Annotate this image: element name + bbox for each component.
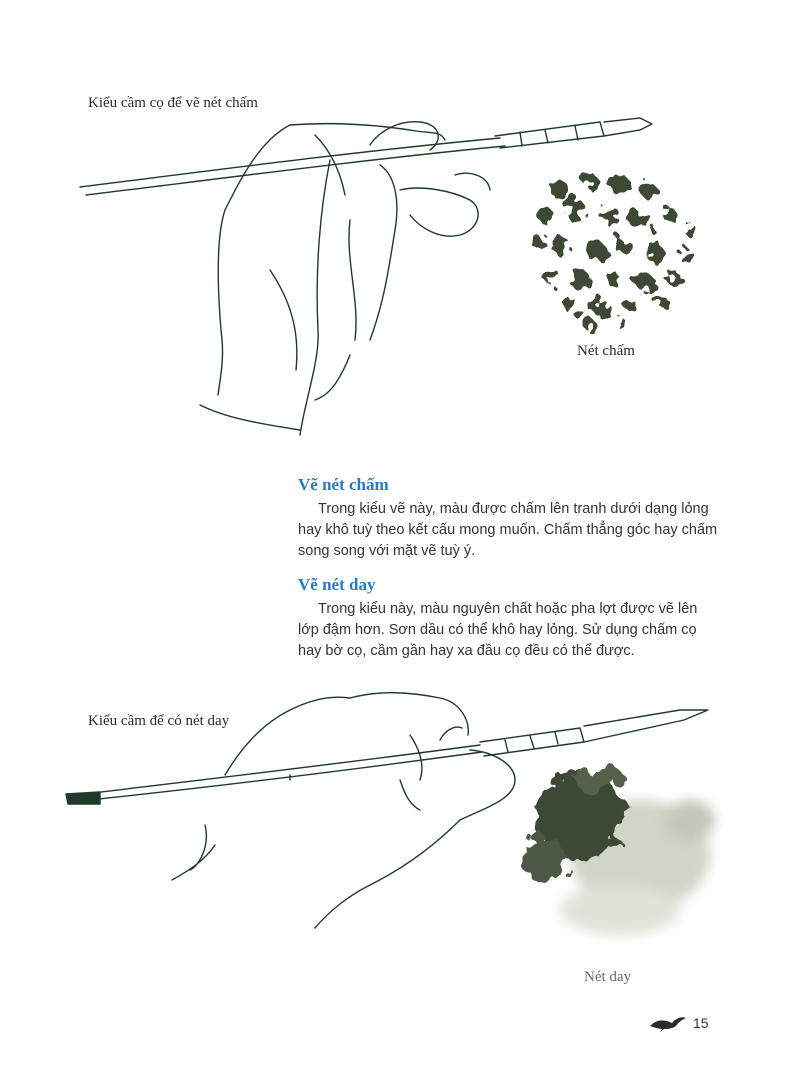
rub-stroke-swatch (525, 765, 715, 935)
paragraph-dot-technique: Trong kiểu vẽ này, màu được chấm lên tranh dưới dạng lỏng hay khô tuỳ theo kết cấu mong muốn. Chấm thẳng góc hay chấm song song với mặt vẽ tuỳ ý. (298, 501, 718, 559)
grip-caption-dot: Kiểu cầm cọ để vẽ nét chấm (88, 95, 258, 111)
bird-logo-icon (648, 1012, 688, 1034)
heading-dot-technique: Vẽ nét chấm (298, 475, 389, 494)
dot-stroke-swatch (529, 173, 696, 331)
grip-caption-rub: Kiểu cầm để có nét day (88, 713, 230, 729)
heading-rub-technique: Vẽ nét day (298, 575, 376, 594)
page-number: 15 (693, 1015, 709, 1031)
hand-brush-sketch-dot (0, 100, 800, 460)
paragraph-rub-technique: Trong kiểu này, màu nguyên chất hoặc pha lợt được vẽ lên lớp đậm hơn. Sơn dầu có thể khô hay lỏng. Sử dụng chấm cọ hay bờ cọ, cầm gần hay xa đầu cọ đều có thể được. (298, 601, 698, 659)
swatch-caption-dot: Nét chấm (577, 343, 635, 359)
swatch-caption-rub: Nét day (584, 969, 632, 985)
hand-brush-sketch-rub (0, 680, 800, 980)
technique-text (298, 474, 718, 662)
